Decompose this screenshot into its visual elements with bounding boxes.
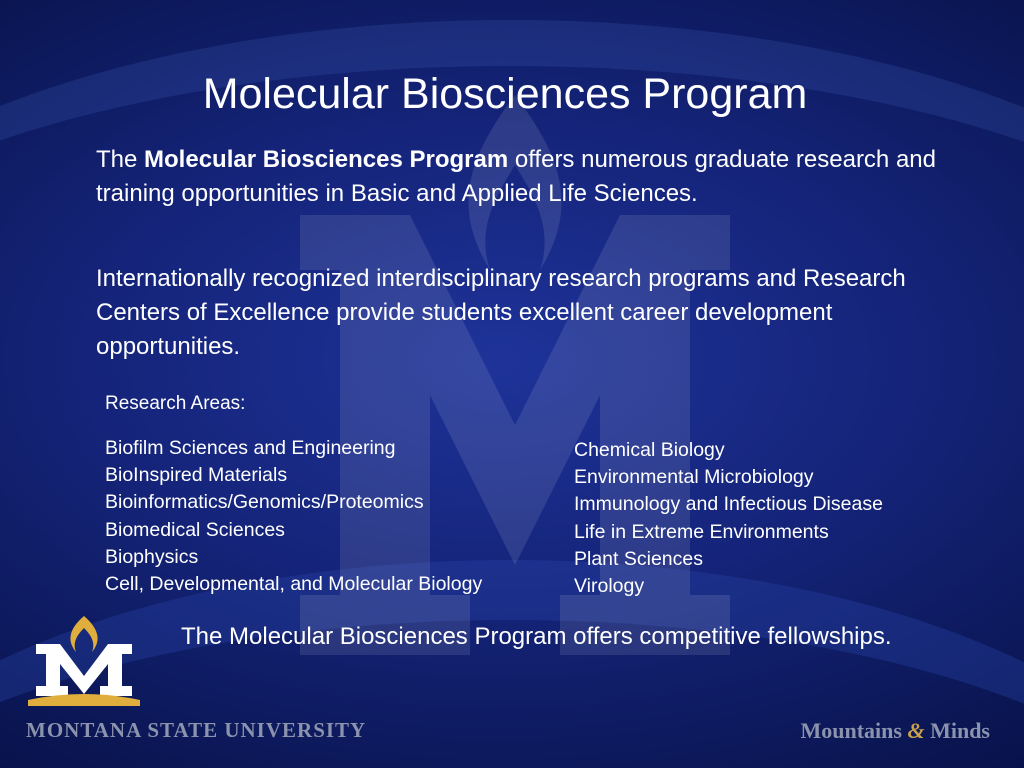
- university-wordmark: MONTANA STATE UNIVERSITY: [26, 718, 367, 742]
- list-item: BioInspired Materials: [105, 464, 288, 487]
- intro-suffix: offers numerous graduate research and training opportunities in Basic and Applied Life Sciences.: [96, 146, 936, 207]
- tagline-ampersand: &: [907, 718, 925, 743]
- description-paragraph: Internationally recognized interdisciplinary research programs and Research Centers of Excellence provide students excellent career development opportunities.: [96, 265, 906, 360]
- intro-prefix: The: [96, 146, 138, 173]
- list-item: Chemical Biology: [574, 439, 725, 461]
- intro-paragraph: [96, 143, 946, 211]
- program-name: Molecular Biosciences Program: [144, 146, 509, 173]
- tagline-mountains: Mountains: [800, 718, 902, 743]
- research-areas-left-list: [105, 435, 482, 598]
- slide-title: Molecular Biosciences Program: [202, 70, 808, 118]
- research-areas-right-list: [574, 437, 883, 600]
- list-item: Life in Extreme Environments: [574, 520, 829, 543]
- list-item: Bioinformatics/Genomics/Proteomics: [105, 491, 424, 514]
- list-item: Biomedical Sciences: [105, 518, 285, 541]
- list-item: Environmental Microbiology: [574, 466, 814, 489]
- list-item: Biophysics: [105, 545, 199, 568]
- list-item: Biofilm Sciences and Engineering: [105, 437, 396, 459]
- tagline: [800, 718, 990, 744]
- msu-m-flame-logo-icon: [26, 614, 142, 706]
- research-areas-label: Research Areas:: [105, 393, 246, 414]
- list-item: Cell, Developmental, and Molecular Biology: [105, 573, 483, 596]
- fellowship-note: The Molecular Biosciences Program offers competitive fellowships.: [181, 623, 892, 650]
- list-item: Virology: [574, 575, 645, 598]
- list-item: Plant Sciences: [574, 547, 703, 570]
- tagline-minds: Minds: [930, 718, 990, 743]
- list-item: Immunology and Infectious Disease: [574, 493, 883, 516]
